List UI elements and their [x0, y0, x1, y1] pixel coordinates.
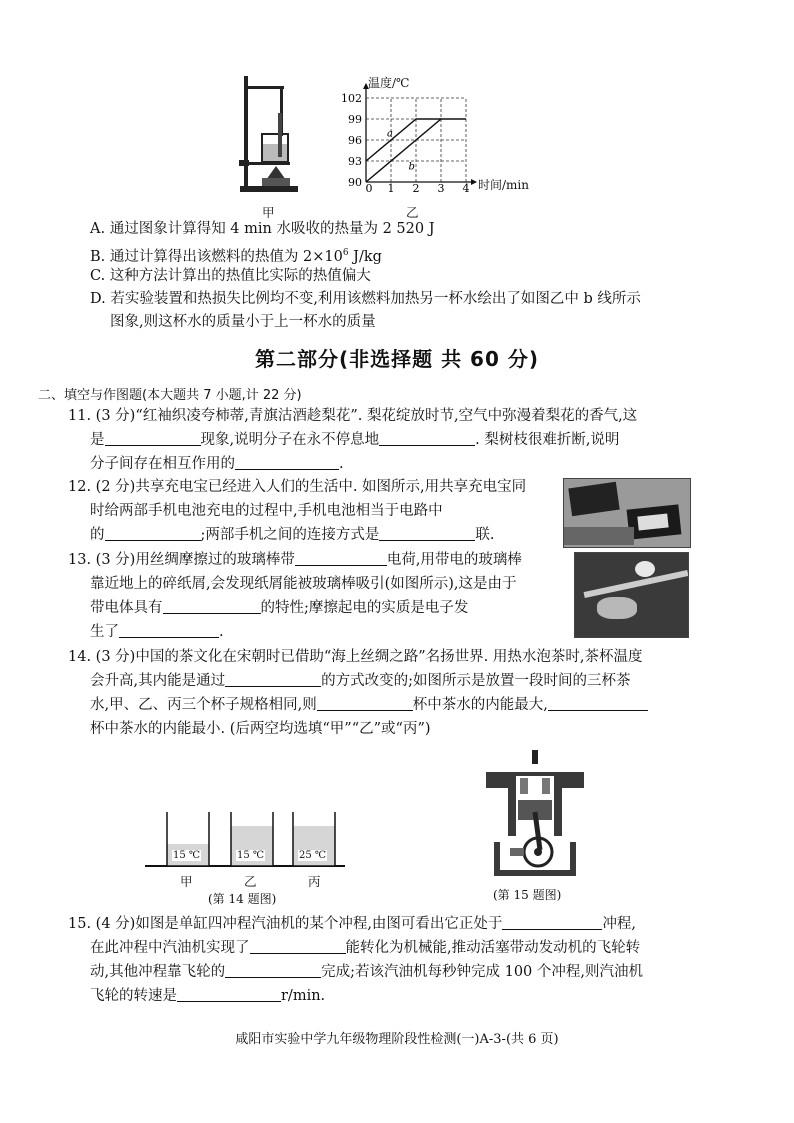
option-d-line1: D. 若实验装置和热损失比例均不变,利用该燃料加热另一杯水绘出了如图乙中 b 线所示 [90, 291, 641, 307]
chart-label: 乙 [406, 205, 419, 220]
x-tick-label: 4 [462, 182, 470, 194]
option-b: B. 通过计算得出该燃料的热值为 $2\times 10^6$ J/kg [90, 248, 382, 265]
q14-line4: 杯中茶水的内能最小. (后两空均选填“甲”“乙”或“丙”) [90, 721, 431, 737]
q13-blank-3[interactable] [119, 621, 219, 638]
page-footer: 咸阳市实验中学九年级物理阶段性检测(一)A-3-(共 6 页) [235, 1032, 559, 1047]
chart-x-axis-label: 时间/min [478, 178, 529, 192]
y-axis-arrow [363, 83, 369, 89]
q12-line3: 的 ;两部手机之间的连接方式是 联. [90, 524, 495, 546]
part2-title: 第二部分(非选择题 共 60 分) [254, 347, 539, 371]
y-tick-label: 102 [341, 92, 362, 105]
series-label-a: a [387, 128, 393, 140]
cup-temp-2: 15 ℃ [237, 850, 265, 861]
q14-blank-1[interactable] [225, 670, 321, 687]
q11-blank-3[interactable] [235, 453, 339, 470]
q15-line2: 在此冲程中汽油机实现了 能转化为机械能,推动活塞带动发动机的飞轮转 [90, 937, 640, 959]
q15-line4: 飞轮的转速是 r/min. [90, 985, 325, 1007]
cup-label-2: 乙 [244, 874, 257, 889]
q13-blank-2[interactable] [163, 597, 261, 614]
q15-line1: 15. (4 分)如图是单缸四冲程汽油机的某个冲程,由图可看出它正处于 冲程, [68, 913, 636, 935]
y-tick-label: 90 [348, 176, 362, 189]
y-tick-label: 96 [348, 134, 362, 147]
q12-blank-1[interactable] [105, 524, 201, 541]
q12-line1: 12. (2 分)共享充电宝已经进入人们的生活中. 如图所示,用共享充电宝同 [68, 479, 527, 495]
q13-line2: 靠近地上的碎纸屑,会发现纸屑能被玻璃棒吸引(如图所示),这是由于 [90, 576, 517, 592]
q11-blank-2[interactable] [379, 429, 475, 446]
y-tick-label: 93 [348, 155, 362, 168]
q11-blank-1[interactable] [105, 429, 201, 446]
q15-blank-2[interactable] [250, 937, 346, 954]
q15-blank-1[interactable] [502, 913, 602, 930]
q15-blank-3[interactable] [225, 961, 321, 978]
option-d-line2: 图象,则这杯水的质量小于上一杯水的质量 [110, 314, 376, 330]
cup-label-1: 甲 [180, 874, 193, 889]
glass-rod-photo [574, 552, 689, 638]
cup-label-3: 丙 [308, 874, 321, 889]
apparatus-figure [232, 68, 302, 198]
q14-blank-3[interactable] [548, 694, 648, 711]
fig15-engine [480, 750, 590, 880]
option-c: C. 这种方法计算出的热值比实际的热值偏大 [90, 268, 371, 284]
temperature-chart [330, 82, 480, 194]
q13-line3: 带电体具有 的特性;摩擦起电的实质是电子发 [90, 597, 468, 619]
q15-line3: 动,其他冲程靠飞轮的 完成;若该汽油机每秒钟完成 100 个冲程,则汽油机 [90, 961, 643, 983]
q14-line1: 14. (3 分)中国的茶文化在宋朝时已借助“海上丝绸之路”名扬世界. 用热水泡茶时,茶杯温度 [68, 649, 643, 665]
q14-line2: 会升高,其内能是通过 的方式改变的;如图所示是放置一段时间的三杯茶 [90, 670, 631, 692]
section2-title: 二、填空与作图题(本大题共 7 小题,计 22 分) [38, 388, 302, 403]
y-tick-label: 99 [348, 113, 362, 126]
option-a: A. 通过图象计算得知 4 min 水吸收的热量为 2 520 J [90, 221, 435, 237]
fig15-caption: (第 15 题图) [493, 888, 562, 902]
q11-line3: 分子间存在相互作用的 . [90, 453, 344, 475]
x-tick-label: 1 [387, 182, 395, 194]
apparatus-label: 甲 [262, 205, 275, 220]
x-tick-label: 2 [412, 182, 420, 194]
chart-y-axis-label: 温度/℃ [368, 76, 410, 90]
series-label-b: b [408, 161, 415, 173]
power-bank-photo [563, 478, 691, 548]
x-tick-label: 0 [365, 182, 373, 194]
q13-line1: 13. (3 分)用丝绸摩擦过的玻璃棒带 电荷,用带电的玻璃棒 [68, 549, 522, 571]
q14-line3: 水,甲、乙、丙三个杯子规格相同,则 杯中茶水的内能最大, [90, 694, 648, 716]
q14-blank-2[interactable] [317, 694, 413, 711]
q13-blank-1[interactable] [295, 549, 387, 566]
q15-blank-4[interactable] [177, 985, 281, 1002]
x-tick-label: 3 [437, 182, 445, 194]
fig14-caption: (第 14 题图) [208, 892, 277, 906]
q12-line2: 时给两部手机电池充电的过程中,手机电池相当于电路中 [90, 503, 443, 519]
q11-line1: 11. (3 分)“红袖织凌夸柿蒂,青旗沽酒趁梨花”. 梨花绽放时节,空气中弥漫着梨花的香气,这 [68, 408, 638, 424]
cup-temp-1: 15 ℃ [173, 850, 201, 861]
q12-blank-2[interactable] [379, 524, 475, 541]
q11-line2: 是 现象,说明分子在永不停息地 . 梨树枝很难折断,说明 [90, 429, 619, 451]
cup-temp-3: 25 ℃ [299, 850, 327, 861]
x-axis-arrow [471, 179, 477, 185]
q13-line4: 生了 . [90, 621, 224, 643]
